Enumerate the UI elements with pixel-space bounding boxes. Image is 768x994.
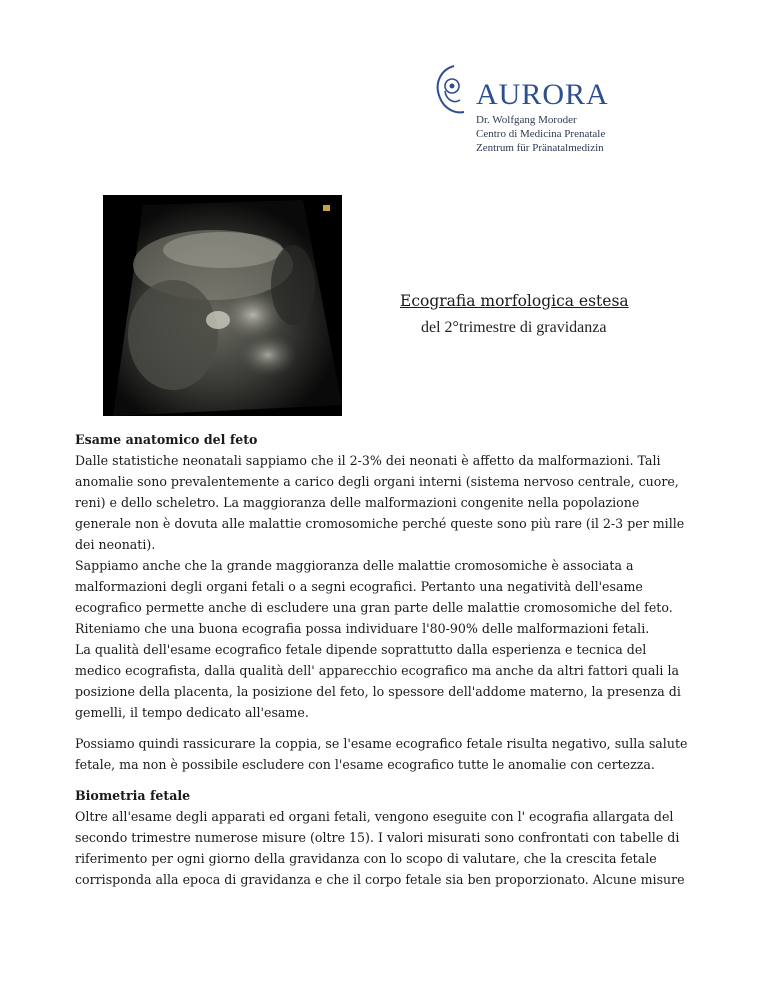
page-subtitle: del 2°trimestre di gravidanza	[421, 319, 607, 336]
logo-centre-de: Zentrum für Pränatalmedizin	[476, 142, 604, 154]
logo-brand: AURORA	[476, 78, 609, 111]
document-body	[75, 429, 695, 890]
logo-centre-it: Centro di Medicina Prenatale	[476, 128, 606, 140]
paragraph: Possiamo quindi rassicurare la coppia, se l'esame ecografico fetale risulta negativo, sulla salute fetale, ma non è possibile escludere con l'esame ecografico tutte le anomalie con certezza.	[75, 736, 688, 772]
paragraph: Oltre all'esame degli apparati ed organi fetali, vengono eseguite con l' ecografia allargata del secondo trimestre numerose misure (oltre 15). I valori misurati sono confrontati con tabelle di riferimento per ogni giorno della gravidanza con lo scopo di valutare, che la crescita fetale corrisponda alla epoca di gravidanza e che il corpo fetale sia ben proporzionato. Alcune misure	[75, 809, 685, 887]
paragraph: Dalle statistiche neonatali sappiamo che il 2-3% dei neonati è affetto da malformazioni. Tali anomalie sono prevalentemente a carico degli organi interni (sistema nervoso centrale, cuore, reni) e dello scheletro. La maggioranza delle malformazioni congenite nella popolazione generale non è dovuta alle malattie cromosomiche perché queste sono più rare (il 2-3 per mille dei neonati).	[75, 453, 685, 552]
aurora-logo	[432, 64, 632, 154]
ultrasound-image	[103, 195, 342, 416]
page-title: Ecografia morfologica estesa	[400, 292, 629, 310]
paragraph: La qualità dell'esame ecografico fetale dipende soprattutto dalla esperienza e tecnica del medico ecografista, dalla qualità dell' apparecchio ecografico ma anche da altri fattori quali la posizione della placenta, la posizione del feto, lo spessore dell'addome materno, la presenza di gemelli, il tempo dedicato all'esame.	[75, 642, 681, 720]
logo-doctor-name: Dr. Wolfgang Moroder	[476, 114, 577, 126]
mother-child-icon	[432, 64, 470, 116]
section-heading-anatomy: Esame anatomico del feto	[75, 432, 258, 447]
paragraph: Riteniamo che una buona ecografia possa individuare l'80-90% delle malformazioni fetali.	[75, 621, 650, 636]
paragraph: Sappiamo anche che la grande maggioranza delle malattie cromosomiche è associata a malformazioni degli organi fetali o a segni ecografici. Pertanto una negatività dell'esame ecografico permette anche di escludere una gran parte delle malattie cromosomiche del feto.	[75, 558, 673, 615]
section-heading-biometry: Biometria fetale	[75, 788, 191, 803]
